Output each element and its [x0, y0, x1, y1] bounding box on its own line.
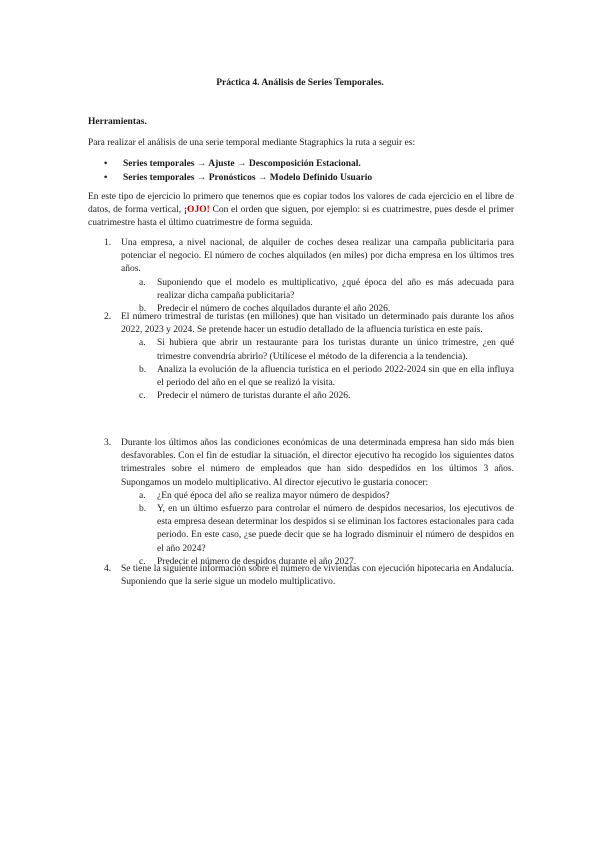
exercise-subitem — [139, 277, 514, 303]
exercise-number: 1. — [104, 238, 112, 248]
exercise-subitem — [139, 364, 514, 390]
bullet-item: • Series temporales → Pronósticos → Modelo Definido Usuario — [104, 171, 372, 185]
bullet-item: • Series temporales → Ajuste → Descomposición Estacional. — [104, 157, 372, 171]
subitem-text: Analiza la evolución de la afluencia turística en el periodo 2022-2024 sin que en ella influya el periodo del año en el que se realizó la visita. — [157, 364, 514, 389]
exercise-3 — [104, 437, 514, 569]
exercise-number: 3. — [104, 438, 112, 448]
exercise-subitem — [139, 490, 514, 503]
subitem-text: Si hubiera que abrir un restaurante para los turistas durante un único trimestre, ¿en qué trimestre convendría abrirlo? (Utilícese el método de la diferencia a la tendencia). — [157, 338, 514, 362]
subitem-text: Y, en un último esfuerzo para controlar el número de despidos necesarios, los ejecutivos de esta empresa desean determinar los despidos si se eliminan los factores estacionales para cada periodo. En este caso, ¿se puede decir que se ha logrado disminuir el número de despidos en el año 2024? — [157, 504, 514, 554]
exercise-4 — [104, 563, 514, 589]
exercise-1 — [104, 237, 514, 316]
exercise-number: 2. — [104, 312, 112, 322]
exercise-subitem — [139, 390, 514, 403]
bullet-list — [104, 157, 372, 185]
exercise-number: 4. — [104, 564, 112, 574]
subitem-letter: b. — [139, 304, 147, 315]
note-paragraph — [88, 191, 514, 231]
page-title: Práctica 4. Análisis de Series Temporales. — [216, 78, 384, 88]
subitem-text: ¿En qué época del año se realiza mayor número de despidos? — [157, 490, 390, 501]
note-text-before: En este tipo de ejercicio lo primero que tenemos que es copiar todos los valores de cada ejercicio en el libre de datos, de forma vertical, — [88, 192, 514, 216]
subitem-letter: c. — [139, 391, 146, 402]
subitem-text: Predecir el número de coches alquilados durante el año 2026. — [157, 304, 391, 315]
subitem-letter: a. — [139, 490, 146, 501]
subitem-letter: b. — [139, 364, 147, 375]
subitem-letter: a. — [139, 338, 146, 349]
exercise-text: Se tiene la siguiente información sobre el número de viviendas con ejecución hipotecaria en Andalucía. Suponiendo que la serie sigue un modelo multiplicativo. — [121, 564, 514, 588]
exercise-subitem — [139, 337, 514, 363]
section-heading: Herramientas. — [88, 117, 147, 127]
note-text-after: Con el orden que siguen, por ejemplo: si es cuatrimestre, pues desde el primer cuatrimestre hasta el último cuatrimestre de forma seguida. — [88, 205, 514, 229]
intro-paragraph: Para realizar el análisis de una serie temporal mediante Stagraphics la ruta a seguir es: — [88, 138, 416, 148]
subitem-text: Predecir el número de despidos durante el año 2027. — [157, 556, 357, 567]
ojo-warning: ¡OJO! — [183, 205, 210, 216]
subitem-text: Predecir el número de turistas durante el año 2026. — [157, 391, 351, 402]
exercise-text: Durante los últimos años las condiciones económicas de una determinada empresa han sido más bien desfavorables. Con el fin de estudiar la situación, el director ejecutivo ha recogido los siguientes datos trimestrales sobre el número de empleados que han sido despedidos en los últimos 3 años. Supongamos un modelo multiplicativo. Al director ejecutivo le gustaría conocer: — [121, 438, 514, 488]
subitem-text: Suponiendo que el modelo es multiplicativo, ¿qué época del año es más adecuada para realizar dicha campaña publicitaria? — [157, 277, 514, 301]
subitem-letter: a. — [139, 277, 146, 288]
exercise-subitem — [139, 503, 514, 556]
subitem-letter: b. — [139, 504, 147, 515]
subitem-letter: c. — [139, 556, 146, 567]
exercise-text: Una empresa, a nivel nacional, de alquiler de coches desea realizar una campaña publicitaria para potenciar el negocio. El número de coches alquilados (en miles) por dicha empresa en los últimos tres años. — [121, 238, 514, 275]
exercise-text: El número trimestral de turistas (en millones) que han visitado un determinado país durante los años 2022, 2023 y 2024. Se pretende hacer un estudio detallado de la afluencia turística en este país. — [121, 312, 514, 336]
exercise-2 — [104, 311, 514, 403]
